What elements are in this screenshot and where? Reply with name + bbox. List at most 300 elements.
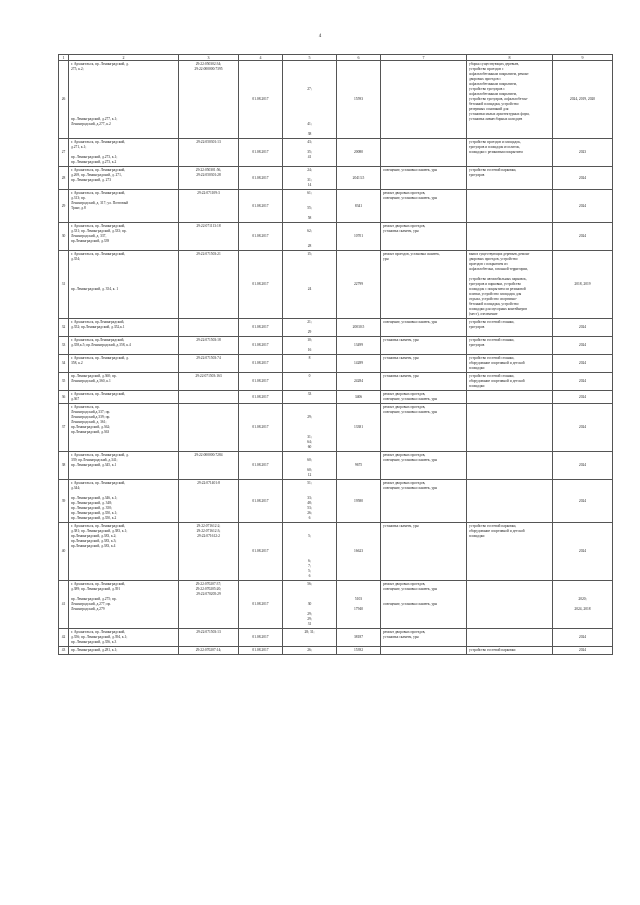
area-cell-value: 22799 <box>354 282 363 286</box>
date-cell <box>239 319 283 337</box>
works-cell-line: установка скамеек, урн <box>383 229 419 233</box>
works-cell-line: ремонт дворовых проездов, <box>383 630 426 634</box>
years-cell <box>553 373 613 391</box>
row-number <box>59 647 69 655</box>
extra-works-cell <box>467 319 553 337</box>
extra-works-cell-line: устройство автомобильных парковок, <box>469 277 527 281</box>
extra-works-cell <box>467 190 553 223</box>
date-cell <box>239 629 283 647</box>
date-cell <box>239 523 283 581</box>
area-cell-value: 13381 <box>354 425 363 429</box>
address-cell-line: пр.Ленинградский, д.363 <box>71 430 110 434</box>
works-cell-line: установка скамеек, урн <box>383 338 419 342</box>
cadastral-cell <box>179 452 239 480</box>
cadastral-cell-line: 29:22:071612:2; <box>196 524 221 528</box>
years-cell-value: 2024 <box>578 549 587 553</box>
extra-works-cell <box>467 523 553 581</box>
date-cell-value: 01.08.2017 <box>252 498 269 503</box>
works-cell-line: установка скамеек, урн <box>383 374 419 378</box>
works-cell <box>381 355 467 373</box>
cadastral-cell-line: 29:22:071503:74 <box>196 356 221 360</box>
address-cell <box>69 391 179 404</box>
cadastral-cell <box>179 647 239 655</box>
works-cell-line: освещение, установка скамеек, урн <box>383 397 437 401</box>
count-cell-line: 35; <box>307 150 312 154</box>
extra-works-cell-line: оборудование спортивной и детской <box>469 361 525 365</box>
count-cell <box>283 373 337 391</box>
extra-works-cell-line: оборудование спортивной и детской <box>469 379 525 383</box>
area-cell-value: 20413.5 <box>352 175 365 180</box>
years-cell-value: 2020; <box>578 597 587 601</box>
extra-works-cell <box>467 355 553 373</box>
address-cell <box>69 647 179 655</box>
row-number <box>59 355 69 373</box>
count-cell-line: 43; <box>307 140 312 144</box>
address-cell-line: пр. Ленинградский, д. 354, к. 1 <box>71 287 119 291</box>
cadastral-cell-line: 29:22:071503:18 <box>196 338 221 342</box>
extra-works-cell <box>467 373 553 391</box>
address-cell-line: д.352; пр.Ленинградский, д.352,к.1 <box>71 325 125 329</box>
years-cell-value: 2024 <box>578 648 587 652</box>
table-row <box>59 647 613 655</box>
address-cell-line: 358, к.2 <box>71 361 83 365</box>
row-number <box>59 452 69 480</box>
address-cell <box>69 480 179 523</box>
extra-works-cell-line: устройство тротуаров с <box>469 87 505 91</box>
address-cell-line: пр. Ленинградский, д.281, к.1; <box>71 648 118 652</box>
count-cell-line: 60 <box>307 445 312 449</box>
extra-works-cell-line: устройство гостевой стоянки, <box>469 356 515 360</box>
row-number-value: 33 <box>61 343 66 347</box>
years-cell-value: 2024 <box>578 361 587 365</box>
works-cell <box>381 452 467 480</box>
column-header: 6 <box>337 55 381 61</box>
count-cell-line: 26; <box>307 648 312 652</box>
area-cell <box>337 251 381 319</box>
years-cell-value: 2024 <box>578 394 587 399</box>
date-cell <box>239 581 283 629</box>
years-cell <box>553 319 613 337</box>
address-cell <box>69 373 179 391</box>
row-number <box>59 480 69 523</box>
row-number-value: 29 <box>61 203 66 208</box>
cadastral-cell-line: 29:22:050301:13 <box>196 140 221 144</box>
table-row <box>59 480 613 523</box>
extra-works-cell-line: площадок с покрытием из резиновой <box>469 287 526 291</box>
page-number: 4 <box>318 34 322 39</box>
extra-works-cell <box>467 251 553 319</box>
address-cell-line: г. Архангельск, пр. Ленинградский, <box>71 481 126 485</box>
extra-works-cell-line: площадки с резиновым покрытием <box>469 150 523 154</box>
count-cell-line: 56; <box>307 582 312 586</box>
address-cell-line: д.344; <box>71 486 81 490</box>
years-cell-value: 2024 <box>578 635 587 639</box>
count-cell-line: 7; <box>308 564 311 568</box>
years-cell <box>553 629 613 647</box>
cadastral-cell <box>179 319 239 337</box>
cadastral-cell <box>179 167 239 190</box>
table-row <box>59 223 613 251</box>
address-cell-line: пр. Ленинградский, д.275; пр. <box>71 597 117 601</box>
extra-works-cell-line: асфальтобетона, газонной территории, <box>469 267 529 271</box>
address-cell <box>69 190 179 223</box>
table-row <box>59 190 613 223</box>
extra-works-cell <box>467 581 553 629</box>
area-cell <box>337 373 381 391</box>
date-cell-value: 01.08.2017 <box>252 234 269 238</box>
column-header: 1 <box>59 55 69 61</box>
count-cell <box>283 319 337 337</box>
count-cell-line: 38 <box>307 132 312 136</box>
works-cell <box>381 251 467 319</box>
address-cell-line: пр.Ленинградский, д.383, к.4 <box>71 544 116 548</box>
date-cell-value: 01.08.2017 <box>252 635 269 639</box>
years-cell <box>553 337 613 355</box>
works-cell <box>381 337 467 355</box>
count-cell <box>283 167 337 190</box>
address-cell <box>69 523 179 581</box>
extra-works-cell-line: тротуаров и площадок из плиток, <box>469 145 521 149</box>
extra-works-cell-line: устройство проездов и площадок, <box>469 140 521 144</box>
row-number-value: 27 <box>61 150 66 154</box>
area-cell <box>337 391 381 404</box>
cadastral-cell-line: 29:22:071503:13 <box>196 630 221 634</box>
years-cell-value: 2018, 2019 <box>574 282 591 286</box>
count-cell-line: 41 <box>307 155 312 159</box>
works-cell-line: установка скамеек, урн <box>383 524 419 528</box>
address-cell-line: пр. Ленинградский, д.273, к.1; <box>71 155 118 159</box>
address-cell-line: 339; пр.Ленинградский, д.341; <box>71 458 118 462</box>
row-number-value: 39 <box>61 498 66 503</box>
address-cell-line: пр. Ленинградский, д. 348; <box>71 501 112 505</box>
area-cell-value: 10701 <box>354 234 363 238</box>
address-cell <box>69 404 179 452</box>
address-cell-line: г. Архангельск, пр. <box>71 405 100 409</box>
count-cell-line: 53; <box>307 506 312 510</box>
row-number-value: 36 <box>61 394 66 399</box>
address-cell-line: Ленинградский, д.279 <box>71 607 105 611</box>
extra-works-cell-line: площадки <box>469 534 485 538</box>
extra-works-cell-line: проездов с покрытием из <box>469 262 508 266</box>
count-cell-line: 48; <box>307 501 312 505</box>
area-cell-value: 14289 <box>354 361 363 365</box>
cadastral-cell <box>179 139 239 167</box>
date-cell-value: 01.08.2017 <box>252 549 269 553</box>
area-cell <box>337 523 381 581</box>
years-cell-value: 2024 <box>578 325 587 329</box>
date-cell <box>239 373 283 391</box>
years-cell <box>553 404 613 452</box>
column-header: 7 <box>381 55 467 61</box>
extra-works-cell-line: площадки для мусорных контейнеров <box>469 307 527 311</box>
works-cell-line: освещение, установка скамеек, урн <box>383 168 437 172</box>
count-cell-line: 24; <box>307 168 312 172</box>
count-cell-line: 6 <box>308 574 311 578</box>
area-cell-value: 19580 <box>354 498 363 503</box>
cadastral-cell-line: 29:22:070207:14; <box>195 648 222 652</box>
cadastral-cell <box>179 223 239 251</box>
date-cell-value: 01.08.2017 <box>252 343 269 347</box>
address-cell-line: Ленинградский,д.337; пр. <box>71 410 111 414</box>
table-row <box>59 452 613 480</box>
extra-works-cell-line: асфальтобетонным покрытием, <box>469 82 517 86</box>
date-cell-value: 01.08.2017 <box>252 203 269 208</box>
row-number-value: 43 <box>61 648 66 652</box>
count-cell <box>283 523 337 581</box>
table-row <box>59 581 613 629</box>
count-cell-line: 64; <box>307 440 312 444</box>
count-cell <box>283 404 337 452</box>
cadastral-cell-line: 29:22:070205:20; <box>195 587 222 591</box>
address-cell <box>69 355 179 373</box>
count-cell-line: 41; <box>307 122 312 126</box>
address-cell-line: Тракт, д.8 <box>71 206 86 210</box>
works-cell <box>381 647 467 655</box>
table-body <box>59 61 613 655</box>
address-cell <box>69 581 179 629</box>
row-number <box>59 523 69 581</box>
address-cell <box>69 337 179 355</box>
count-cell-line: 31; <box>307 435 312 439</box>
address-cell-line: пр. Ленинградский, д.350, к.1; <box>71 511 118 515</box>
address-cell-line: пр. Ленинградский, д. 273 <box>71 178 111 182</box>
cadastral-cell <box>179 251 239 319</box>
works-cell-line: установка скамеек, урн <box>383 635 419 639</box>
years-cell <box>553 581 613 629</box>
works-cell-line: ремонт дворовых проездов, <box>383 224 426 228</box>
works-cell <box>381 581 467 629</box>
row-number-value: 34 <box>61 361 66 365</box>
cadastral-cell <box>179 391 239 404</box>
years-cell <box>553 223 613 251</box>
area-cell <box>337 319 381 337</box>
table-row <box>59 167 613 190</box>
area-cell-value: 5103 <box>354 597 363 601</box>
date-cell <box>239 404 283 452</box>
date-cell <box>239 337 283 355</box>
area-cell-value: 16623 <box>354 549 363 553</box>
extra-works-cell-line: резервных оснований для <box>469 107 509 111</box>
years-cell-value: 2024 <box>578 175 587 180</box>
row-number-value: 28 <box>61 175 66 180</box>
row-number <box>59 139 69 167</box>
date-cell-value: 01.08.2017 <box>252 97 269 101</box>
cadastral-cell-line: 29:22:050301:56, <box>195 168 222 172</box>
date-cell <box>239 61 283 139</box>
works-cell-line: освещение, установка скамеек, урн <box>383 196 437 200</box>
area-cell-value: 20080 <box>354 150 363 154</box>
works-cell-line: ремонт дворовых проездов, <box>383 405 426 409</box>
row-number <box>59 167 69 190</box>
works-cell <box>381 373 467 391</box>
area-cell <box>337 223 381 251</box>
extra-works-cell-line: бетонной площадки, устройство <box>469 302 519 306</box>
table-row <box>59 391 613 404</box>
works-cell <box>381 139 467 167</box>
address-cell-line: г. Архангельск, пр. Ленинградский, <box>71 191 126 195</box>
count-cell-line: 33; <box>307 496 312 500</box>
cadastral-cell-line: 29:22:050301:28 <box>196 173 221 177</box>
row-number-value: 41 <box>61 602 66 606</box>
extra-works-cell-line: устройство гостевой стоянки, <box>469 338 515 342</box>
count-cell-line: 51; <box>307 481 312 485</box>
years-cell <box>553 355 613 373</box>
works-cell-line: ремонт дворовых проездов, <box>383 191 426 195</box>
row-number <box>59 581 69 629</box>
address-cell-line: д.271, к.1; <box>71 145 87 149</box>
column-header: 9 <box>553 55 613 61</box>
cadastral-cell-line: 29:22:070207:37; <box>195 582 222 586</box>
area-cell-value: 15392 <box>354 648 363 652</box>
count-cell-line: 5; <box>308 534 311 538</box>
count-cell-line: 6; <box>308 559 311 563</box>
row-number <box>59 223 69 251</box>
column-header: 2 <box>69 55 179 61</box>
count-cell-line: 5; <box>308 569 311 573</box>
address-cell-line: 275, к.2; <box>71 67 84 71</box>
address-cell-line: пр. Ленинградский, д.356, к.3 <box>71 640 117 644</box>
extra-works-cell-line: тротуаров <box>469 325 485 329</box>
count-cell-line: 27; <box>307 87 312 91</box>
works-cell-line: освещение, установка скамеек, урн <box>383 587 437 591</box>
address-cell-line: д.313; пр. <box>71 196 86 200</box>
date-cell <box>239 480 283 523</box>
count-cell-line: 61; <box>307 191 312 195</box>
works-cell-line: освещение, установка скамеек, урн <box>383 458 437 462</box>
area-cell-value: 24284 <box>354 379 363 383</box>
row-number <box>59 404 69 452</box>
address-cell-line: пр. Ленинградский, д.360; пр. <box>71 374 117 378</box>
years-cell-value: 2024 <box>578 203 587 208</box>
years-cell-value: 2024 <box>578 343 587 347</box>
column-header: 5 <box>283 55 337 61</box>
extra-works-cell-line: устройство гостевой стоянки, <box>469 320 515 324</box>
column-header: 3 <box>179 55 239 61</box>
row-number <box>59 337 69 355</box>
count-cell <box>283 355 337 373</box>
area-cell-value: 15593 <box>354 97 363 101</box>
count-cell-line: 55; <box>307 206 312 210</box>
years-cell <box>553 139 613 167</box>
count-cell-line: 14 <box>307 183 312 187</box>
date-cell <box>239 167 283 190</box>
date-cell-value: 01.08.2017 <box>252 648 269 652</box>
works-cell <box>381 61 467 139</box>
table-row <box>59 355 613 373</box>
count-cell-line: 15; <box>307 252 312 256</box>
cadastral-cell-line: 29:22:071503:21 <box>196 252 221 256</box>
count-cell <box>283 391 337 404</box>
date-cell-value: 01.08.2017 <box>252 463 269 467</box>
table-row <box>59 629 613 647</box>
extra-works-cell-line: площадки <box>469 366 485 370</box>
row-number <box>59 391 69 404</box>
works-cell-line: освещение, установка скамеек, урн <box>383 410 437 414</box>
table-row <box>59 337 613 355</box>
extra-works-cell-line: отдыха, устройство спортивно- <box>469 297 517 301</box>
count-cell <box>283 139 337 167</box>
cadastral-cell <box>179 61 239 139</box>
years-cell <box>553 167 613 190</box>
count-cell <box>283 480 337 523</box>
count-cell-line: 60; <box>307 468 312 472</box>
address-cell-line: пр.Ленинградский, д.339 <box>71 239 110 243</box>
date-cell <box>239 391 283 404</box>
area-cell <box>337 355 381 373</box>
row-number-value: 38 <box>61 463 66 467</box>
area-cell <box>337 139 381 167</box>
cadastral-cell <box>179 523 239 581</box>
count-cell <box>283 61 337 139</box>
count-cell-line: 60; <box>307 458 312 462</box>
row-number-value: 42 <box>61 635 66 639</box>
years-cell-value: 2024 <box>578 498 587 503</box>
works-cell-line: освещение, установка скамеек, урн <box>383 602 437 606</box>
count-cell-line: 30 <box>307 602 312 606</box>
row-number <box>59 61 69 139</box>
extra-works-cell <box>467 404 553 452</box>
works-cell <box>381 190 467 223</box>
address-cell <box>69 61 179 139</box>
cadastral-cell <box>179 404 239 452</box>
count-cell <box>283 629 337 647</box>
row-number-value: 31 <box>61 282 66 286</box>
date-cell-value: 01.08.2017 <box>252 379 269 383</box>
count-cell-line: 26; <box>307 511 312 515</box>
address-cell-line: д.358,к.5; пр.Ленинградский, д.358, к.4 <box>71 343 131 347</box>
row-number <box>59 373 69 391</box>
row-number <box>59 629 69 647</box>
address-cell-line: пр. Ленинградский, д.277, к.1; <box>71 117 118 121</box>
area-cell <box>337 404 381 452</box>
extra-works-cell-line: устройство гостевой парковки, <box>469 524 517 528</box>
date-cell <box>239 139 283 167</box>
date-cell <box>239 647 283 655</box>
extra-works-cell-line: устройство гостевой парковки, <box>469 168 517 172</box>
extra-works-cell-line: площадки <box>469 384 485 388</box>
cadastral-cell-line: 29:22:071401:8 <box>197 481 220 485</box>
cadastral-cell-line: 29:22:071612:3; <box>196 529 221 533</box>
works-cell-line: установка скамеек, урн <box>383 356 419 360</box>
address-cell-line: г. Архангельск, пр.Ленинградский, <box>71 320 125 324</box>
cadastral-cell <box>179 581 239 629</box>
address-cell <box>69 223 179 251</box>
row-number-value: 32 <box>61 325 66 329</box>
address-cell-line: г. Архангельск, пр.Ленинградский, <box>71 338 125 342</box>
area-cell <box>337 61 381 139</box>
years-cell <box>553 190 613 223</box>
date-cell <box>239 355 283 373</box>
works-cell-line: ремонт дворовых проездов, <box>383 481 426 485</box>
row-number <box>59 190 69 223</box>
count-cell-line: 8 <box>308 356 311 360</box>
date-cell-value: 01.08.2017 <box>252 150 269 154</box>
table-row <box>59 139 613 167</box>
works-cell-line: урн <box>383 257 389 261</box>
address-cell-line: д.367 <box>71 397 80 401</box>
area-cell-value: 13499 <box>354 343 363 347</box>
address-cell-line: Ленинградский,д.339; пр. <box>71 415 111 419</box>
extra-works-cell-line: тротуаров <box>469 173 485 177</box>
date-cell <box>239 452 283 480</box>
address-cell-line: д.331; пр. Ленинградский, д.333; пр. <box>71 229 127 233</box>
cadastral-cell-line: 29:22:000000:7395 <box>194 67 223 71</box>
address-cell <box>69 167 179 190</box>
row-number <box>59 319 69 337</box>
years-cell-value: 2024 <box>578 379 587 383</box>
extra-works-cell-line: бетонной площадки, устройство <box>469 102 519 106</box>
address-cell-line: Ленинградский, д.277; пр. <box>71 602 112 606</box>
